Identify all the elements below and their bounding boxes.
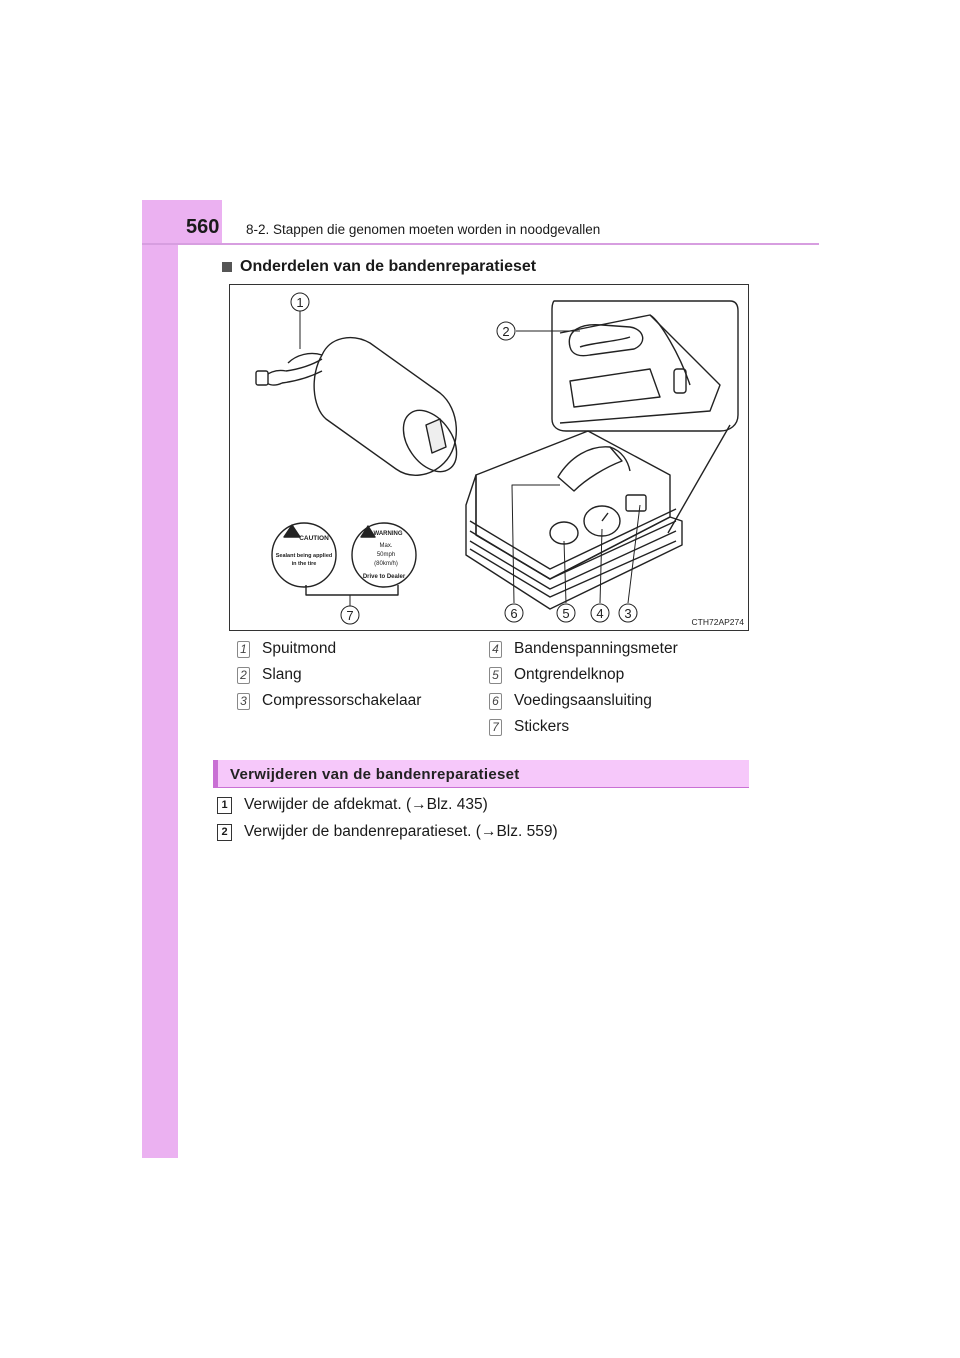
callout-6-label: 6	[510, 606, 518, 621]
chapter-header: 8-2. Stappen die genomen moeten worden in noodgevallen	[246, 222, 601, 237]
warning-sticker-top: WARNING	[373, 531, 403, 537]
callout-1	[291, 293, 309, 311]
figure-code: CTH72AP274	[691, 617, 744, 627]
caution-sticker-heading: CAUTION	[299, 535, 329, 542]
callout-2	[497, 322, 515, 340]
page-number: 560	[186, 216, 220, 238]
callout-4	[591, 604, 609, 622]
callout-2-label: 2	[502, 324, 510, 339]
section-title	[222, 258, 536, 276]
legend-item	[489, 714, 678, 740]
step-number: 1	[217, 797, 232, 814]
legend-number: 7	[489, 719, 502, 736]
square-bullet-icon	[222, 262, 232, 272]
compressor-drawing	[466, 431, 682, 609]
warning-sticker-line1: Max.	[379, 543, 393, 549]
sealant-bottle-drawing	[256, 338, 468, 482]
callout-7	[341, 606, 359, 624]
legend-label: Bandenspanningsmeter	[514, 640, 678, 657]
callout-5-label: 5	[562, 606, 570, 621]
section-title-text: Onderdelen van de bandenreparatieset	[240, 258, 537, 275]
legend-item	[237, 688, 421, 714]
legend-number: 5	[489, 667, 502, 684]
procedure-banner	[213, 760, 749, 788]
legend-item	[237, 636, 421, 662]
repair-kit-drawing	[230, 285, 748, 630]
warning-sticker-line3: (80km/h)	[374, 561, 398, 567]
legend-number: 6	[489, 693, 502, 710]
step-text: Verwijder de bandenreparatieset. (→Blz. 559)	[244, 823, 558, 840]
callout-1-label: 1	[296, 295, 304, 310]
step-item	[217, 796, 488, 814]
legend-label: Stickers	[514, 718, 570, 735]
callout-3	[619, 604, 637, 622]
legend-label: Spuitmond	[262, 640, 337, 657]
caution-sticker-line1: Sealant being applied	[275, 553, 333, 559]
legend-label: Voedingsaansluiting	[514, 692, 652, 709]
repair-kit-illustration	[229, 284, 749, 631]
caution-sticker-line2: in the tire	[291, 561, 317, 567]
legend-label: Compressorschakelaar	[262, 692, 422, 709]
callout-5	[557, 604, 575, 622]
warning-sticker-bottom: Drive to Dealer	[362, 574, 406, 580]
callout-3-label: 3	[624, 606, 632, 621]
header-rule	[142, 243, 819, 245]
step-text: Verwijder de afdekmat. (→Blz. 435)	[244, 796, 488, 813]
legend-item	[489, 662, 678, 688]
legend-label: Ontgrendelknop	[514, 666, 625, 683]
procedure-banner-title: Verwijderen van de bandenreparatieset	[230, 766, 520, 783]
step-number: 2	[217, 824, 232, 841]
legend-number: 1	[237, 641, 250, 658]
legend-item	[237, 662, 421, 688]
callout-7-label: 7	[346, 608, 354, 623]
warning-sticker-line2: 50mph	[376, 552, 396, 558]
callout-6	[505, 604, 523, 622]
legend-right-column	[489, 636, 678, 740]
legend-left-column	[237, 636, 421, 714]
callout-4-label: 4	[596, 606, 604, 621]
legend-number: 4	[489, 641, 502, 658]
legend-item	[489, 636, 678, 662]
chapter-side-band	[142, 200, 178, 1158]
legend-number: 3	[237, 693, 250, 710]
legend-label: Slang	[262, 666, 302, 683]
legend-item	[489, 688, 678, 714]
step-item	[217, 823, 558, 841]
legend-number: 2	[237, 667, 250, 684]
